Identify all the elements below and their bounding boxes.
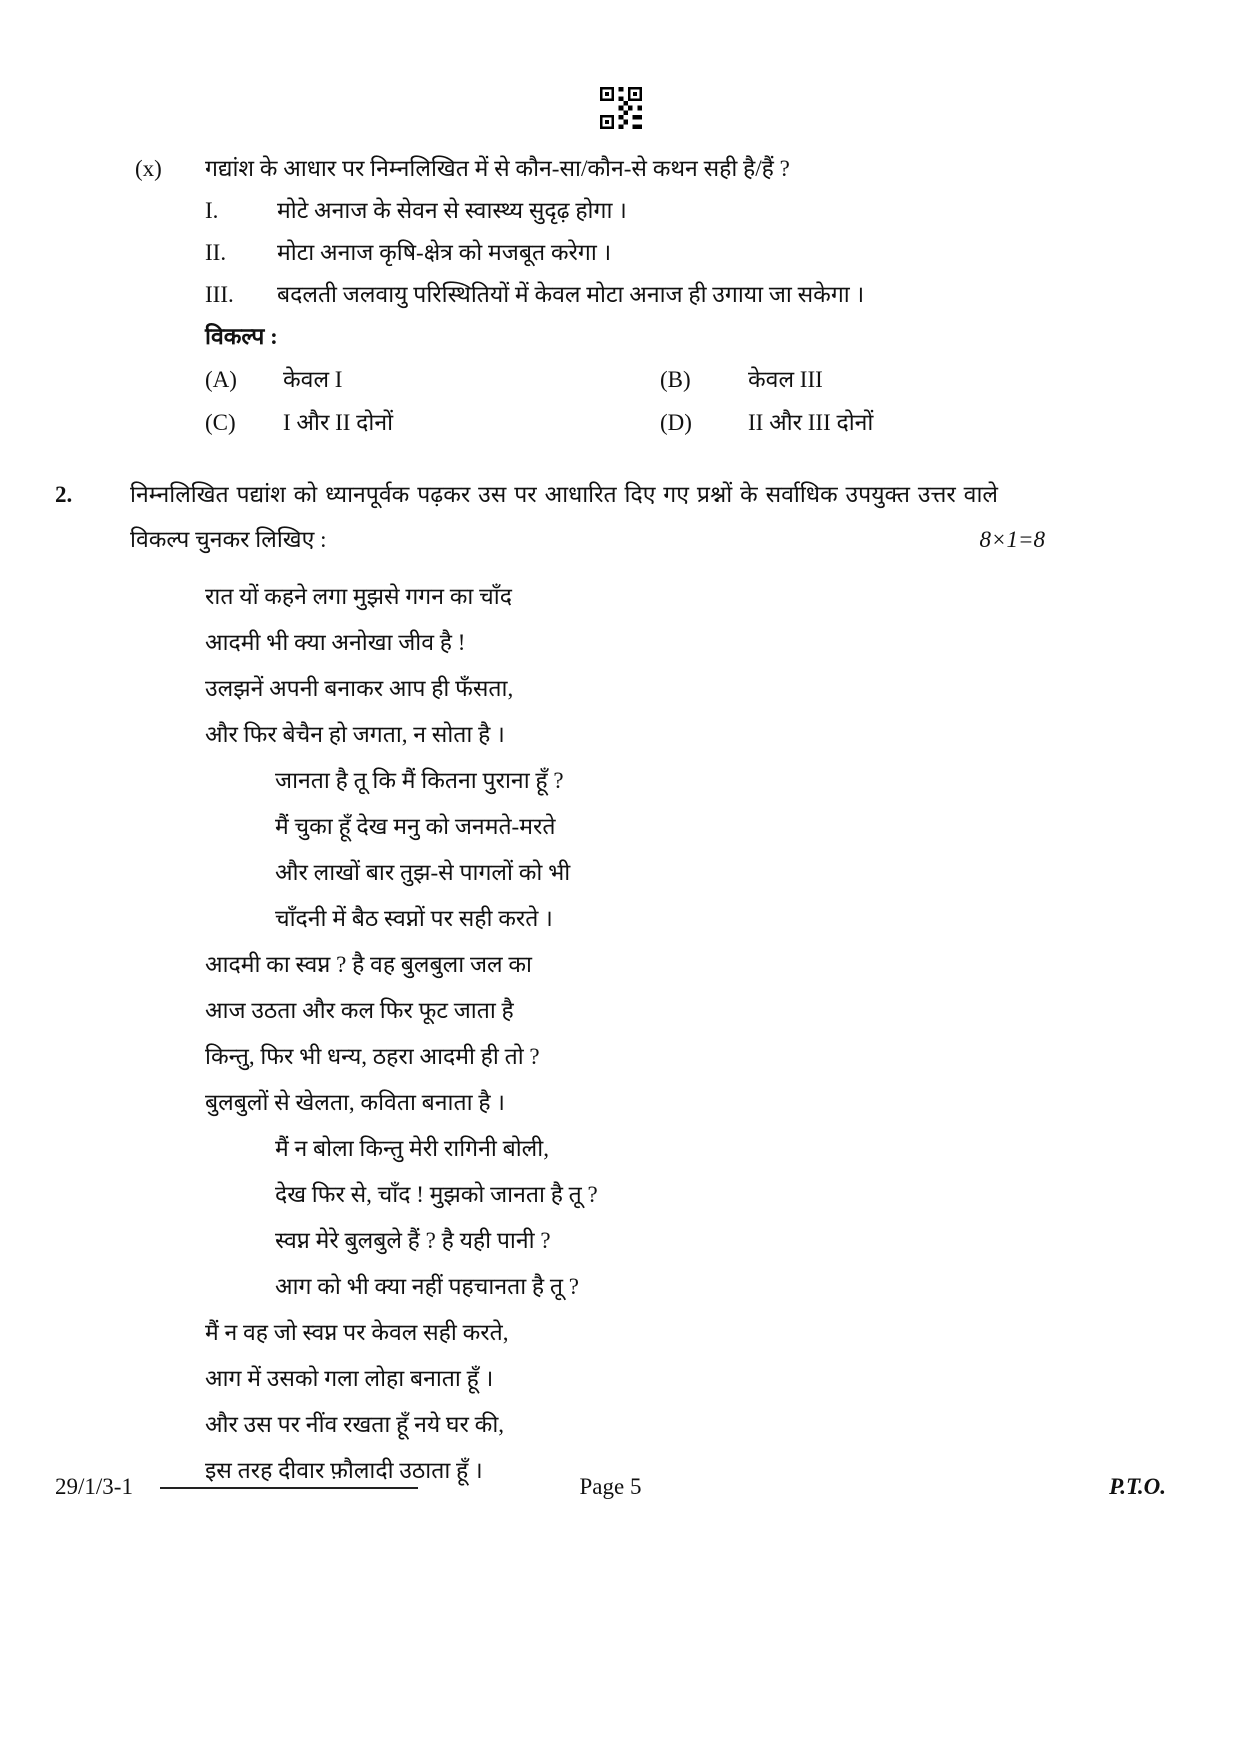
poem-line: मैं चुका हूँ देख मनु को जनमते-मरते bbox=[275, 814, 556, 839]
statement-2-text: मोटा अनाज कृषि-क्षेत्र को मजबूत करेगा । bbox=[277, 240, 612, 265]
poem-line: और उस पर नींव रखता हूँ नये घर की, bbox=[205, 1412, 505, 1437]
question-2 bbox=[55, 472, 1045, 562]
option-b-label: (B) bbox=[660, 367, 691, 392]
poem-line: आग को भी क्या नहीं पहचानता है तू ? bbox=[275, 1274, 579, 1299]
option-b-text: केवल III bbox=[748, 367, 823, 392]
statement-1-label: I. bbox=[205, 198, 219, 223]
statement-3 bbox=[205, 274, 1166, 316]
poem-line: मैं न वह जो स्वप्न पर केवल सही करते, bbox=[205, 1320, 509, 1345]
poem-line: और फिर बेचैन हो जगता, न सोता है । bbox=[205, 722, 505, 747]
poem-line: आदमी भी क्या अनोखा जीव है ! bbox=[205, 630, 466, 655]
question-2-number: 2. bbox=[55, 482, 73, 507]
page-number: Page 5 bbox=[579, 1474, 642, 1499]
poem-line: किन्तु, फिर भी धन्य, ठहरा आदमी ही तो ? bbox=[205, 1044, 540, 1069]
option-a-text: केवल I bbox=[283, 367, 343, 392]
option-a bbox=[205, 358, 660, 401]
statement-2 bbox=[205, 232, 1166, 274]
question-x-text: गद्यांश के आधार पर निम्नलिखित में से कौन-सा/कौन-से कथन सही है/हैं ? bbox=[205, 156, 790, 181]
question-x-number: (x) bbox=[135, 156, 162, 181]
option-c-text: I और II दोनों bbox=[283, 410, 394, 435]
poem-line: स्वप्न मेरे बुलबुले हैं ? है यही पानी ? bbox=[275, 1228, 551, 1253]
question-2-text: निम्नलिखित पद्यांश को ध्यानपूर्वक पढ़कर उस पर आधारित दिए गए प्रश्नों के सर्वाधिक उपयुक्त उत्तर वाले विकल्प चुनकर लिखिए : bbox=[130, 482, 998, 552]
poem-passage bbox=[205, 574, 1166, 1494]
poem-line: देख फिर से, चाँद ! मुझको जानता है तू ? bbox=[275, 1182, 598, 1207]
question-x-stem bbox=[135, 148, 1166, 190]
poem-line: आदमी का स्वप्न ? है वह बुलबुला जल का bbox=[205, 952, 532, 977]
statement-2-label: II. bbox=[205, 240, 227, 265]
question-2-marks: 8×1=8 bbox=[979, 527, 1045, 552]
qr-code-icon bbox=[600, 86, 642, 130]
option-c bbox=[205, 401, 660, 444]
statement-list bbox=[205, 190, 1166, 316]
option-c-label: (C) bbox=[205, 410, 236, 435]
option-a-label: (A) bbox=[205, 367, 237, 392]
option-d-text: II और III दोनों bbox=[748, 410, 874, 435]
poem-line: आग में उसको गला लोहा बनाता हूँ । bbox=[205, 1366, 494, 1391]
poem-line: उलझनें अपनी बनाकर आप ही फँसता, bbox=[205, 676, 514, 701]
poem-line: और लाखों बार तुझ-से पागलों को भी bbox=[275, 860, 571, 885]
poem-line: आज उठता और कल फिर फूट जाता है bbox=[205, 998, 514, 1023]
poem-line: इस तरह दीवार फ़ौलादी उठाता हूँ । bbox=[205, 1458, 483, 1483]
pto-label: P.T.O. bbox=[1109, 1474, 1166, 1499]
statement-3-label: III. bbox=[205, 282, 234, 307]
options-grid bbox=[205, 358, 1166, 444]
options-heading: विकल्प : bbox=[205, 324, 278, 349]
poem-line: बुलबुलों से खेलता, कविता बनाता है । bbox=[205, 1090, 506, 1115]
qr-code-container bbox=[0, 0, 1241, 132]
poem-line: रात यों कहने लगा मुझसे गगन का चाँद bbox=[205, 584, 512, 609]
page-footer bbox=[55, 1470, 1166, 1504]
option-b bbox=[660, 358, 1166, 401]
question-x bbox=[135, 148, 1166, 444]
option-d-label: (D) bbox=[660, 410, 692, 435]
poem-line: चाँदनी में बैठ स्वप्नों पर सही करते । bbox=[275, 906, 553, 931]
poem-line: जानता है तू कि मैं कितना पुराना हूँ ? bbox=[275, 768, 564, 793]
option-d bbox=[660, 401, 1166, 444]
paper-code: 29/1/3-1 bbox=[55, 1474, 133, 1499]
statement-1-text: मोटे अनाज के सेवन से स्वास्थ्य सुदृढ़ होगा । bbox=[277, 198, 627, 223]
statement-3-text: बदलती जलवायु परिस्थितियों में केवल मोटा अनाज ही उगाया जा सकेगा । bbox=[277, 282, 865, 307]
statement-1 bbox=[205, 190, 1166, 232]
poem-line: मैं न बोला किन्तु मेरी रागिनी बोली, bbox=[275, 1136, 549, 1161]
